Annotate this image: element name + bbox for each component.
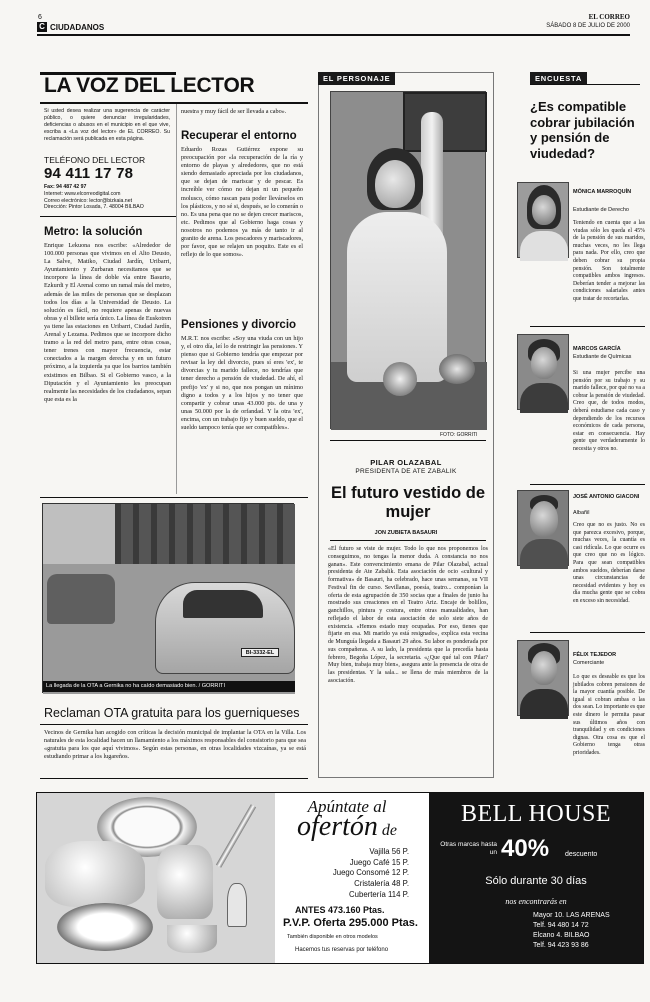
ad-shops: [533, 911, 637, 951]
personaje-role: PRESIDENTA DE ATE ZABALIK: [355, 468, 457, 475]
section-letter: C: [39, 22, 45, 31]
photo-vase-1: [383, 362, 417, 396]
ad-oferton: ofertón: [297, 811, 378, 842]
photo-caption-text: La llegada de la OTA a Gernika no ha caído demasiado bien. / GORRITI: [46, 683, 225, 689]
ad-brand: BELL HOUSE: [460, 801, 612, 827]
ota-bottom-rule: [40, 778, 308, 779]
encuesta-avatar: [517, 640, 569, 716]
ad-reservas: Hacemos tus reservas por teléfono: [295, 947, 389, 953]
encuesta-question: ¿Es compatible cobrar jubilación y pensión de viudedad?: [530, 99, 635, 161]
encuesta-role: Albañil: [573, 510, 590, 516]
ad-encontraras: nos encontrarás en: [505, 897, 567, 906]
metro-heading: Metro: la solución: [44, 226, 143, 238]
ad-teapot: [45, 841, 145, 907]
lector-contacts: [44, 184, 172, 211]
lector-fax: Fax: 94 487 42 97: [44, 184, 87, 190]
photo-car-left: [47, 574, 115, 624]
personaje-author-rule: [330, 540, 486, 541]
encuesta-answer: Lo que es deseable es que los jubilados cobren pensiones de la mayor cuantía posible. De igual si cobran ambas o las dos sean. Lo importante es que este dinero le permita pasar sus últimos años con tranquilidad y en condiciones dignas. Otra cosa es que el Gobierno tenga otras prioridades.: [573, 674, 645, 756]
entorno-heading: Recuperar el entorno: [181, 130, 297, 142]
photo-caption: [43, 681, 295, 692]
ota-rule: [40, 724, 308, 725]
column-divider: [176, 104, 177, 494]
avatar-shoulders: [520, 383, 568, 413]
lector-title: LA VOZ DEL LECTOR: [44, 74, 255, 97]
ota-text: Vecinos de Gernika han acogido con críticas la decisión municipal de implantar la OTA en la Villa. Los naturales de esta localidad hacen un llamamiento a los máximos responsables del consistorio para que sea «gratuita para los que aquí vivimos». Según estas personas, en otras localidades vizcaínas, ya se está estudiando primar a los lugareños.: [44, 729, 306, 761]
section-title: CIUDADANOS: [50, 23, 105, 32]
paper-name: EL CORREO: [588, 13, 630, 21]
ad-tel-2[interactable]: Telf. 94 423 93 86: [533, 942, 589, 949]
advertisement: [36, 792, 644, 964]
ad-apuntate: Apúntate al: [307, 797, 387, 816]
ad-item: Juego Consomé 12 P.: [332, 868, 409, 878]
lector-intro: Si usted desea realizar una sugerencia de carácter público, o quiere denunciar irregularidades, deficiencias o abusos en el municipio en el que vive, escriba a «La voz del lector» de EL CORREO. Su reclamación será publicada en esta página.: [44, 108, 170, 142]
lector-box-rule: [40, 216, 176, 217]
encuesta-sep: [530, 632, 645, 633]
ad-item: Cristalería 48 P.: [354, 879, 409, 889]
encuesta-name: MÓNICA MARROQUÍN: [573, 189, 632, 195]
avatar-face: [531, 651, 557, 685]
encuesta-tag: ENCUESTA: [530, 72, 587, 85]
lector-bottom-rule: [40, 497, 308, 498]
lector-phone[interactable]: 94 411 17 78: [44, 165, 134, 182]
pensiones-text: M.R.T. nos escribe: «Soy una viuda con un hijo y, el otro día, leí lo de restringir las pensiones. Y pienso que si Gobierno tendría que empezar por revisar la ley del divorcio, pues sí eres 'ex', te divorcias y tu marido fallece, no tendrías que tener derecho a pensión de viudedad. De ahí, el prefijo 'ex' y si no, que nos pongan un mínimo digno a todos y a los hijos y no tener que compartir y cobrar unas 43.000 pts. de una y unas 50.000 por la de orfandad. Y la otra 'ex', encima, con un trabajo fijo y buen sueldo, que el sueldo tampoco tenía que ser compatibles».: [181, 335, 303, 432]
ad-de: de: [381, 822, 397, 839]
personaje-photo-rule: [330, 440, 486, 441]
ota-heading: Reclaman OTA gratuita para los guerniqueses: [44, 706, 300, 720]
photo-car-window: [183, 590, 263, 618]
personaje-photo: [330, 91, 486, 429]
license-plate-text: BI-3332-EL: [245, 650, 275, 656]
encuesta-name: JOSÉ ANTONIO GIACONI: [573, 494, 640, 500]
encuesta-role: Estudiante de Derecho: [573, 207, 629, 213]
pensiones-heading: Pensiones y divorcio: [181, 319, 297, 331]
avatar-shoulders: [520, 539, 568, 569]
photo-body: [347, 212, 447, 382]
ad-shop-1: Mayor 10. LAS ARENAS: [533, 912, 610, 919]
lector-internet[interactable]: Internet: www.elcorreodigital.com: [44, 190, 121, 197]
lector-email[interactable]: Correo electrónico: lector@bizkaia.net: [44, 197, 133, 204]
personaje-name: PILAR OLAZABAL: [370, 458, 442, 467]
photo-painting: [403, 92, 487, 152]
encuesta-answer: Si una mujer percibe una pensión por su trabajo y su marido fallece, por qué no va a cobrar la pensión de viudedad. Creo que, de todos modos, deberá estudiarse cada caso y dependiendo de los recursos económicos de cada persona, estar en consecuencia. Hay gente que verdaderamente lo necesita y otros no.: [573, 370, 645, 452]
ota-photo: [42, 503, 294, 693]
section-letter-badge: [37, 22, 47, 32]
photo-vase-2: [439, 354, 475, 384]
ad-item: Cubertería 114 P.: [349, 889, 409, 899]
photo-face: [375, 160, 415, 208]
lector-phone-label: TELÉFONO DEL LECTOR: [44, 155, 146, 165]
encuesta-name: FÉLIX TEJEDOR: [573, 652, 617, 658]
ad-percent: 40%: [501, 835, 550, 862]
personaje-photo-credit: FOTO: GORRITI: [440, 432, 478, 438]
ad-tureen: [57, 903, 153, 951]
ad-descuento: descuento: [565, 851, 598, 858]
encuesta-answer: Creo que no es justo. No es que parezca excesivo, porque, muchas veces, la cuantía es casi ridícula. Lo que ocurre es que creo que no es lógico. Para que sean compatibles ambos sueldos, deberían darse unas circunstancias de necesidad evidentes y hoy es día mucha gente que se cobra en exceso sin necesidad.: [573, 522, 645, 604]
ad-coffeepot: [157, 845, 213, 919]
ad-item: Juego Café 15 P.: [349, 857, 409, 867]
ad-cutlery: [216, 804, 256, 868]
ad-otras: Otras marcas hasta un: [440, 841, 497, 856]
ad-tel-1[interactable]: Telf. 94 480 14 72: [533, 922, 589, 929]
encuesta-sep: [530, 326, 645, 327]
entorno-text: Eduardo Rozas Gutiérrez expone su preocupación por «la recuperación de la ría y entorno de playas y alrededores, que no está siendo demasiado apreciada por los ciudadanos, que se dejan de mariscar y de pescar. Es increíble ver cómo no dejan ni un pequeño molusco, cómo rascan para poder llevárselos en los plásticos, y no sé si, después, se lo comerán o no. Es una pena que no se dejen crecer mariscos, etc. Pedimos que al Gobierno haga cosas y nosotros no podemos ya más de tanto ir al granito de arena. Los pescadores y mariscadores, por favor, que se relajen un poquito. Este es el reflejo de lo que somos».: [181, 146, 303, 259]
encuesta-name: MARCOS GARCÍA: [573, 346, 621, 352]
ad-disponible: También disponible en otros modelos: [287, 934, 378, 940]
encuesta-role: Estudiante de Químicas: [573, 354, 632, 360]
ad-shop-2: Elcano 4. BILBAO: [533, 932, 590, 939]
encuesta-role: Comerciante: [573, 660, 605, 666]
ad-bell-house-panel: [429, 793, 643, 963]
avatar-face: [532, 195, 556, 225]
lector-title-rule: [40, 102, 308, 104]
encuesta-avatar: [517, 490, 569, 566]
personaje-tag: EL PERSONAJE: [318, 72, 395, 85]
personaje-title: El futuro vestido de mujer: [330, 484, 485, 521]
personaje-author: JON ZUBIETA BASAURI: [374, 530, 438, 536]
ad-cup: [167, 925, 217, 953]
middle-top-text: nuestra y muy fácil de ser llevada a cabo».: [181, 108, 287, 115]
encuesta-avatar: [517, 182, 569, 258]
metro-text: Enrique Lekuona nos escribe: «Alrededor de 100.000 personas que vivimos en el Alto Deusto, La Salve, Matiko, Ciudad Jardín, Uribarri, Ayuntamiento y Zurbaran necesitamos que se incorpore la línea de doble vía entre Basurto, Ezkurdi y El Arenal como un ramal más del metro, además de las miles de personas que se desplazan todos los días a la Universidad de Deusto. La solución es fácil, no requiere apenas de nuevas obras y el billete sería único. La línea de Euskotren ya tiene las estaciones en Uribarri, Ciudad Jardín, Arenal y Lezama. Pedimos que se incorpore dicho tramo a la red del metro para, entre otras cosas, tener trenes con mayor frecuencia, estar conectados a la margen derecha y en un futuro próximo, a la izquierda ya que los barrios también existimos en Bilbao. Si el Gobierno vasco, a la Diputación y el Ayuntamiento les preocupan realmente las necesidades de los ciudadanos, sepan que esta es la: [44, 242, 171, 403]
personaje-text: «El futuro se viste de mujer. Todo lo que nos proponemos los conseguimos, no tengas la menor duda. A constancia no nos ganan». Este convencimiento emana de Pilar Olazabal, actual presidenta de Ate Zabalik. Esta asociación de ocio «cultural y formativa» de Basauri, ha celebrado, hace unas semanas, su VII Festival fin de curso. Sevillanas, poesía, teatro... componían la oferta de esta agrupación de 350 socias que a finales de junio ha mostrado sus creaciones en el Teatro Ariz. Encaje de bolillos, ganchillos, pintura y costura, entre otras manualidades, han reflejado el labor de esta asociación de solo siete años de existencia. «Hemos estado muy ocupadas. Por eso, tienes que fijarte en esa. Mi marido ya está resignado», explica esta vecina de Munguía llegada a Basauri 29 años. Su labor es ponderada por sus compañeras. A su lado, la presidenta que la precedía hasta febrero, Begoña López, la secretaria. «¿Que qué tal con Pilar? Muy bien, trabaja muy bien», asegura ante la presencia de otra de las presidentas. Y la sala... se llena de más miembros de la asociación.: [328, 546, 488, 684]
avatar-face: [531, 347, 557, 379]
page-number: 6: [38, 14, 42, 21]
avatar-shoulders: [520, 231, 568, 261]
license-plate: [241, 648, 279, 657]
avatar-shoulders: [520, 689, 568, 719]
avatar-face: [530, 501, 558, 537]
ad-tableware-photo: [37, 793, 275, 963]
ad-solo: Sólo durante 30 días: [485, 875, 587, 887]
ad-glass: [227, 883, 247, 927]
encuesta-answer-cont: [530, 262, 645, 320]
encuesta-avatar: [517, 334, 569, 410]
ad-items: [299, 847, 409, 901]
ad-oferton-line: [277, 811, 417, 843]
header-rule: [37, 34, 630, 36]
encuesta-rule: [530, 84, 640, 85]
lector-address: Dirección: Pintor Losada, 7. 48004 BILBAO: [44, 204, 144, 211]
encuesta-sep: [530, 484, 645, 485]
ad-item: Vajilla 56 P.: [369, 847, 409, 856]
ad-antes: ANTES 473.160 Ptas.: [295, 905, 385, 915]
header-date: SÁBADO 8 DE JULIO DE 2000: [546, 23, 630, 29]
ad-pvp: P.V.P. Oferta 295.000 Ptas.: [283, 917, 418, 929]
encuesta-answer: Teniendo en cuenta que a las viudas sólo les queda el 45% de la pensión de sus maridos, muchas veces, no les llega para nada. Por ello, creo que deben cobrar su propia pensión. Son totalmente compatibles ambos ingresos. Deberían tender a mejorar las condiciones salariales antes que tratar de recortarlas.: [573, 220, 645, 302]
